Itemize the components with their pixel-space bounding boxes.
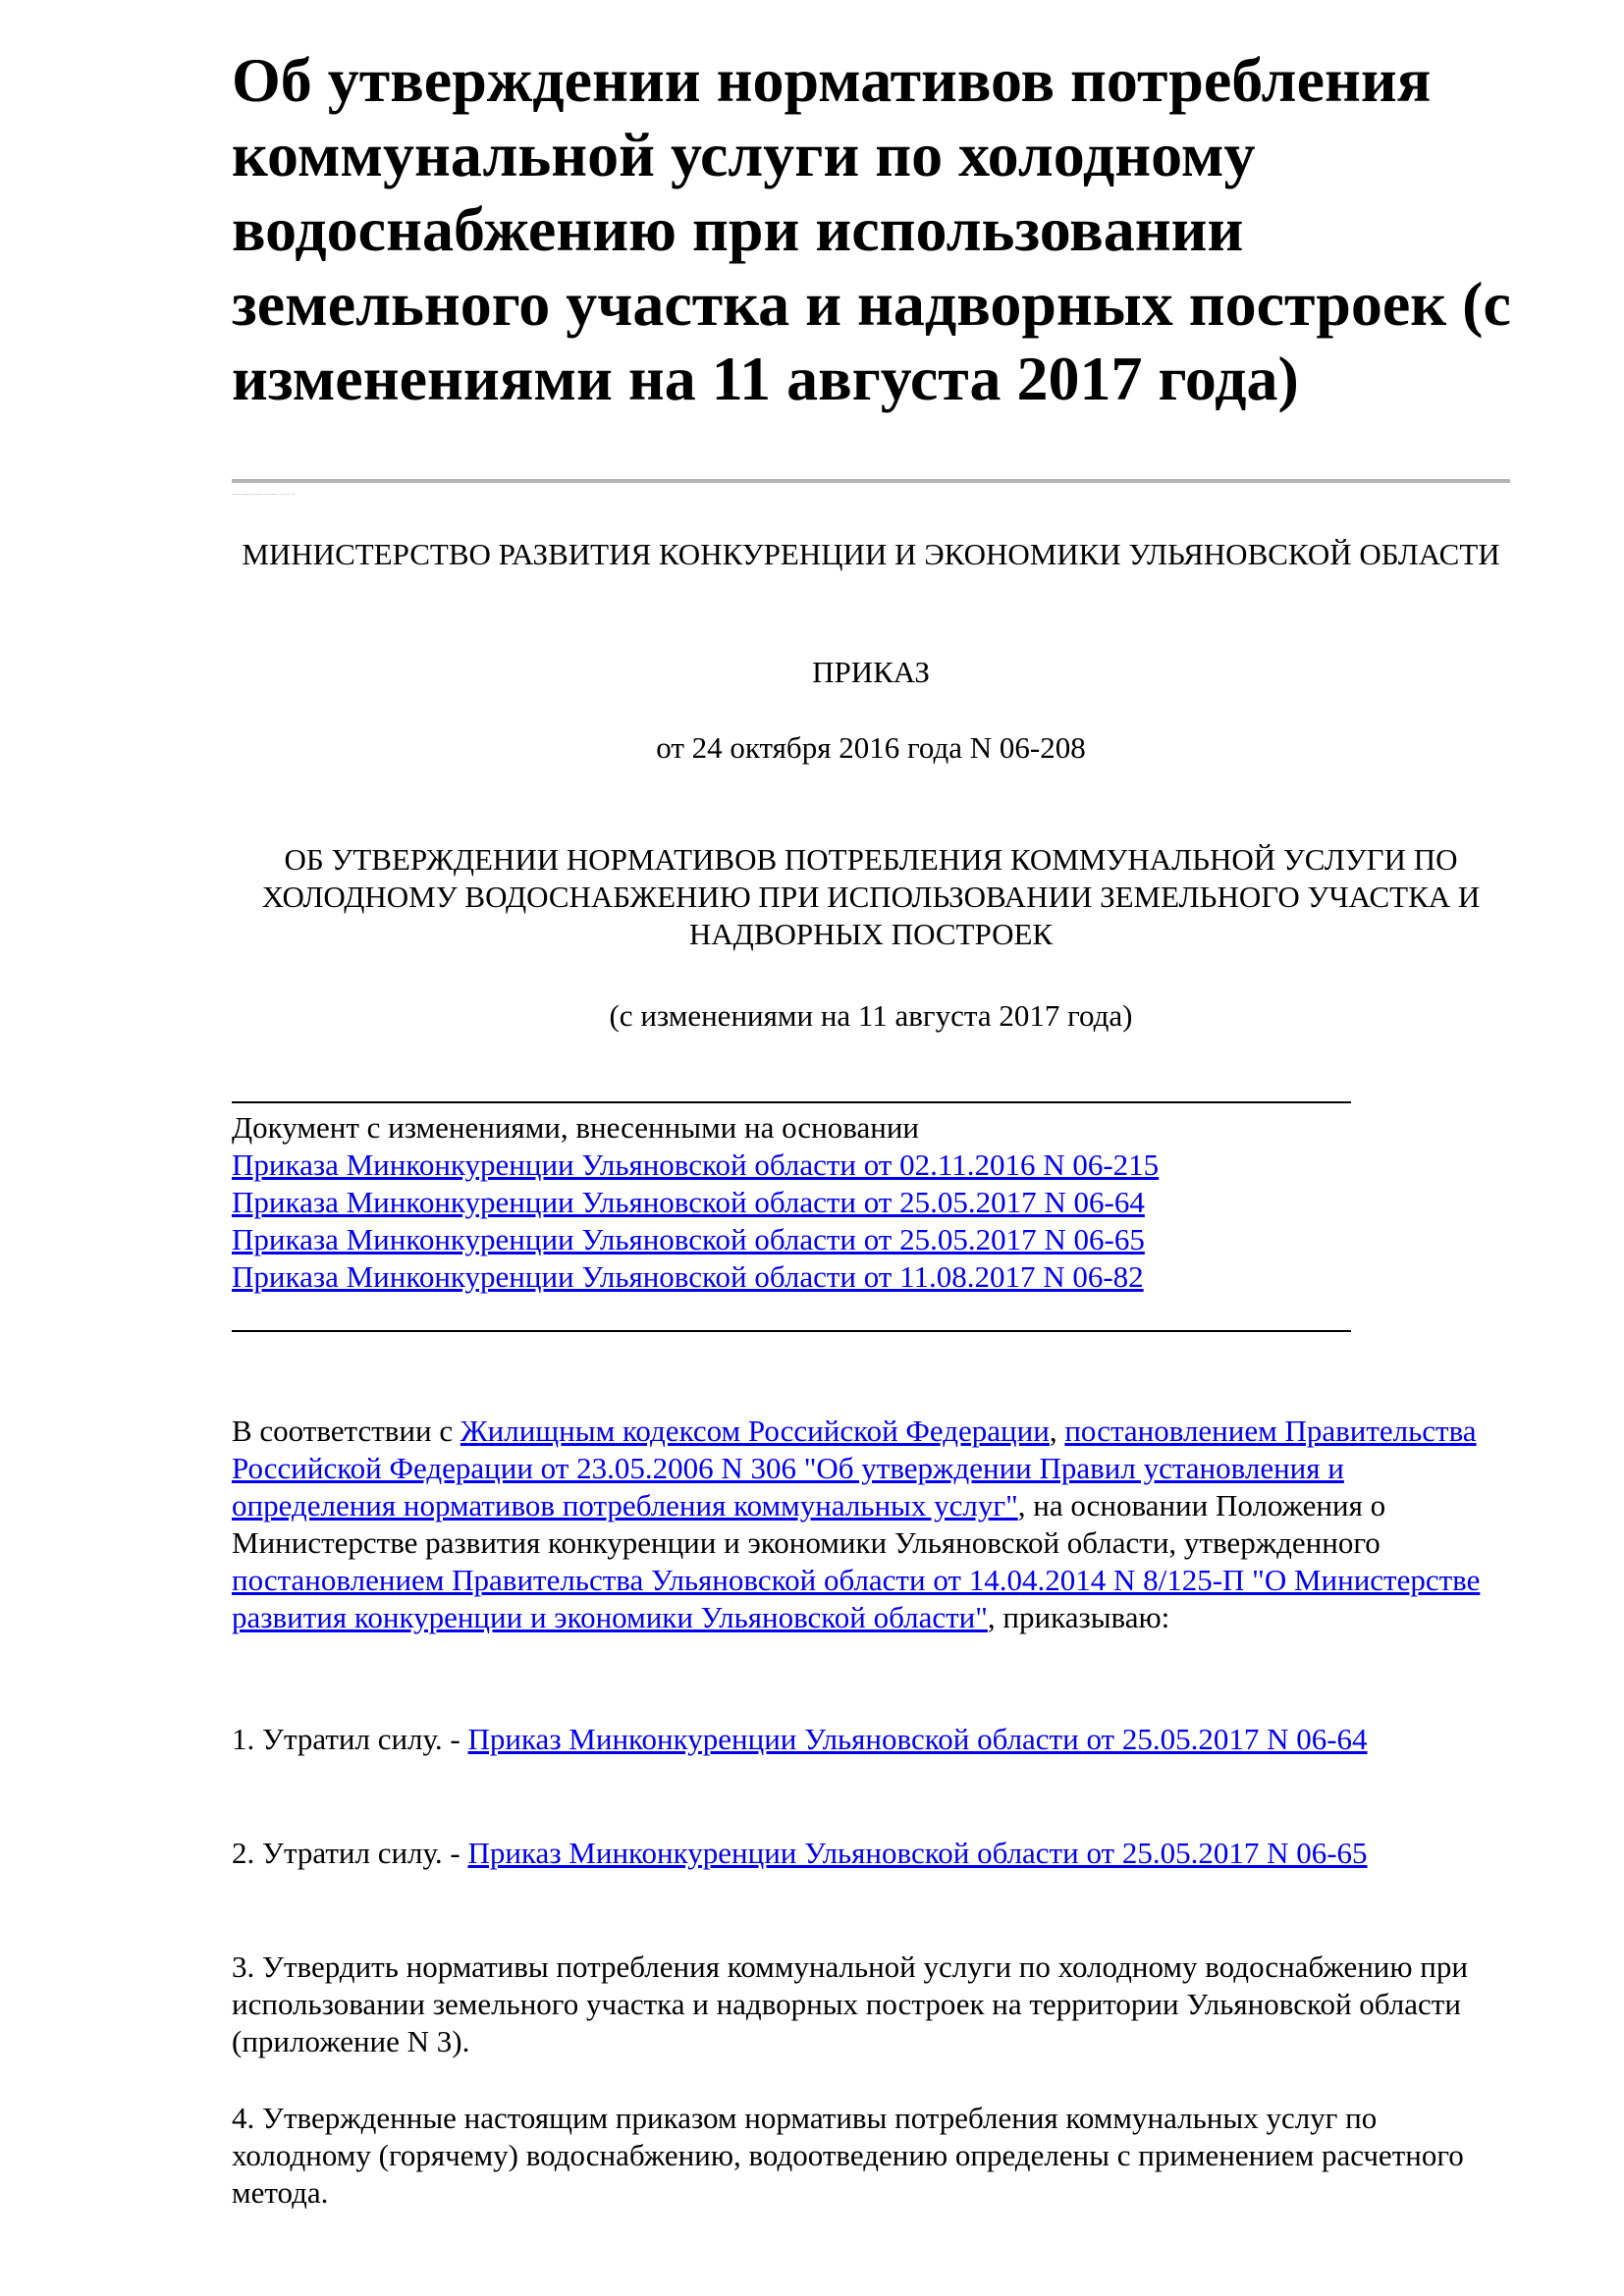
housing-code-link[interactable]: Жилищным кодексом Российской Федерации bbox=[460, 1414, 1050, 1448]
preamble-text-4: , приказываю: bbox=[987, 1600, 1170, 1634]
preamble-text-2: , bbox=[1049, 1414, 1065, 1448]
item-1-link[interactable]: Приказ Минконкуренции Ульяновской области от 25.05.2017 N 06-64 bbox=[467, 1722, 1368, 1756]
item-3: 3. Утвердить нормативы потребления коммунальной услуги по холодному водоснабжению при использовании земельного участка и надворных построек на территории Ульяновской области (приложение N 3). bbox=[232, 1949, 1468, 2058]
change-link-4[interactable]: Приказа Минконкуренции Ульяновской области от 11.08.2017 N 06-82 bbox=[232, 1259, 1144, 1294]
tiny-note: Документ в редакции, действующей с изменениями на 11 августа 2017 года bbox=[232, 494, 296, 496]
ministry-name: МИНИСТЕРСТВО РАЗВИТИЯ КОНКУРЕНЦИИ И ЭКОНОМИКИ УЛЬЯНОВСКОЙ ОБЛАСТИ bbox=[242, 537, 1500, 571]
preamble-text-3: , на основании Положения о Министерстве развития конкуренции и экономики Ульяновской области, утвержденного bbox=[232, 1488, 1386, 1560]
item-2-text: 2. Утратил силу. - bbox=[232, 1836, 468, 1870]
amendments-note: (с изменениями на 11 августа 2017 года) bbox=[609, 998, 1133, 1033]
changes-intro: Документ с изменениями, внесенными на основании bbox=[232, 1110, 919, 1145]
title-separator bbox=[232, 479, 1510, 483]
order-title: ОБ УТВЕРЖДЕНИИ НОРМАТИВОВ ПОТРЕБЛЕНИЯ КОММУНАЛЬНОЙ УСЛУГИ ПО ХОЛОДНОМУ ВОДОСНАБЖЕНИЮ ПРИ ИСПОЛЬЗОВАНИИ ЗЕМЕЛЬНОГО УЧАСТКА И НАДВОРНЫХ ПОСТРОЕК bbox=[261, 842, 1481, 951]
preamble-paragraph bbox=[232, 1413, 1508, 1636]
item-2 bbox=[232, 1835, 1510, 1872]
document-title: Об утверждении нормативов потребления коммунальной услуги по холодному водоснабжению при использовании земельного участка и надворных построек (с изменениями на 11 августа 2017 года) bbox=[232, 45, 1511, 413]
item-2-link[interactable]: Приказ Минконкуренции Ульяновской области от 25.05.2017 N 06-65 bbox=[467, 1836, 1368, 1870]
preamble-text-1: В соответствии с bbox=[232, 1414, 460, 1448]
changes-top-rule bbox=[232, 1101, 1351, 1103]
regional-decree-link[interactable]: постановлением Правительства Ульяновской области от 14.04.2014 N 8/125-П "О Министерстве развития конкуренции и экономики Ульяновской области" bbox=[232, 1563, 1481, 1634]
order-date: от 24 октября 2016 года N 06-208 bbox=[656, 730, 1086, 765]
item-1-text: 1. Утратил силу. - bbox=[232, 1722, 468, 1756]
change-link-1[interactable]: Приказа Минконкуренции Ульяновской области от 02.11.2016 N 06-215 bbox=[232, 1148, 1160, 1182]
changes-block bbox=[232, 1109, 1510, 1296]
change-link-2[interactable]: Приказа Минконкуренции Ульяновской области от 25.05.2017 N 06-64 bbox=[232, 1185, 1145, 1219]
item-4: 4. Утвержденные настоящим приказом нормативы потребления коммунальных услуг по холодному (горячему) водоснабжению, водоотведению определены с применением расчетного метода. bbox=[232, 2101, 1464, 2210]
change-link-3[interactable]: Приказа Минконкуренции Ульяновской области от 25.05.2017 N 06-65 bbox=[232, 1222, 1145, 1256]
changes-bottom-rule bbox=[232, 1330, 1351, 1332]
government-decree-link[interactable]: постановлением Правительства Российской Федерации от 23.05.2006 N 306 "Об утверждении Правил установления и определения нормативов потребления коммунальных услуг" bbox=[232, 1414, 1477, 1522]
order-type: ПРИКАЗ bbox=[812, 655, 930, 689]
item-1 bbox=[232, 1721, 1510, 1758]
